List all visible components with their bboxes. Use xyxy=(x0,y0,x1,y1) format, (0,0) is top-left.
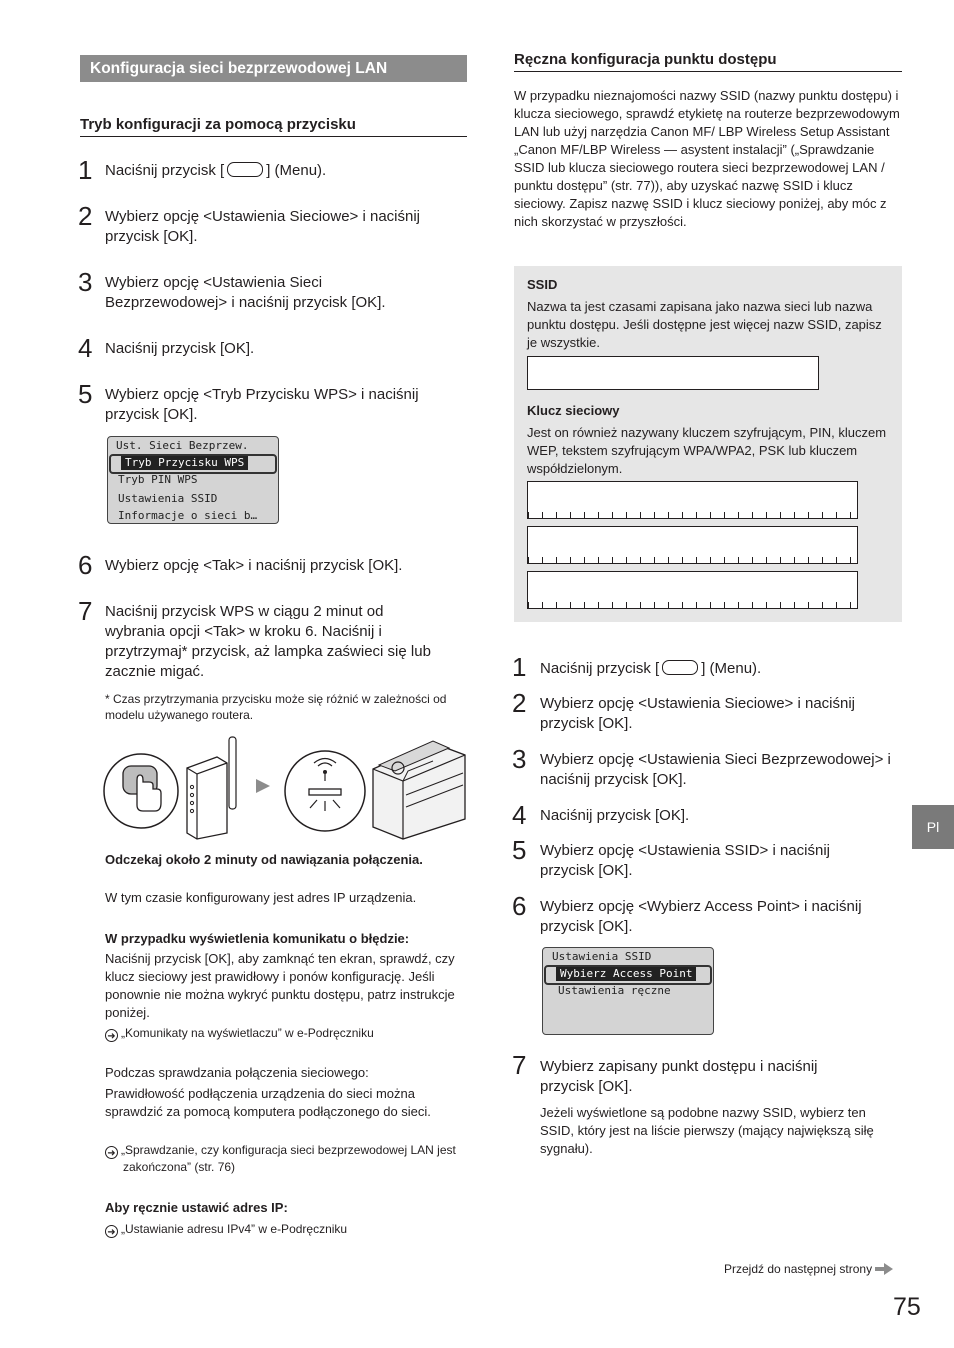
step-text: Wybierz zapisany punkt dostępu i naciśnij przycisk [OK]. xyxy=(540,1058,818,1095)
check-text: Prawidłowość podłączenia urządzenia do sieci można sprawdzić za pomocą komputera podłączonego do sieci. xyxy=(105,1086,431,1119)
ip-ref[interactable]: ➜ „Ustawianie adresu IPv4” w e-Podręczniku xyxy=(105,1221,465,1238)
step-number: 4 xyxy=(78,333,93,363)
lcd-title: Ust. Sieci Bezprzew. xyxy=(116,439,249,452)
error-ref[interactable]: ➜ „Komunikaty na wyświetlaczu” w e-Podręczniku xyxy=(105,1025,465,1042)
lcd-screen xyxy=(107,436,279,524)
hand-press-icon xyxy=(104,754,178,828)
ssid-text: Nazwa ta jest czasami zapisana jako nazwa sieci lub nazwa punktu dostępu. Jeśli dostępne jest więcej nazw SSID, zapisz je wszystkie. xyxy=(527,299,882,350)
step-text: Wybierz opcję <Tryb Przycisku WPS> i naciśnij przycisk [OK]. xyxy=(105,386,419,423)
step-number: 1 xyxy=(512,652,527,682)
next-page-link[interactable]: Przejdź do następnej strony xyxy=(724,1261,893,1277)
lcd-item: Informacje o sieci b… xyxy=(118,509,258,522)
step-number: 1 xyxy=(78,155,93,185)
reference-arrow-icon: ➜ xyxy=(105,1225,118,1238)
intro-text: W przypadku nieznajomości nazwy SSID (nazwy punktu dostępu) i klucza sieciowego, sprawdź etykietę na routerze bezprzewodowym LAN lub użyj narzędzia Canon MF/ LBP Wireless Setup Assistant „Canon MF/LBP Wireless — asystent instalacji” („Sprawdzanie SSID lub klucza sieciowego routera sieci bezprzewodowej LAN / punktu dostępu” (str. 77)), aby uzyskać nazwę SSID i klucz sieciowy. Zapisz nazwę SSID i klucz sieciowy poniżej, aby móc z nich skorzystać w przyszłości. xyxy=(514,88,900,229)
step-number: 3 xyxy=(512,744,527,774)
step-number: 6 xyxy=(512,891,527,921)
step-text: Naciśnij przycisk [OK]. xyxy=(105,340,255,357)
lcd-item: Tryb PIN WPS xyxy=(118,474,198,486)
step-note: Jeżeli wyświetlone są podobne nazwy SSID, wybierz ten SSID, który jest na liście pierwszy (mający największą siłę sygnału). xyxy=(540,1105,874,1156)
language-tab: Pl xyxy=(912,805,954,849)
step-number: 2 xyxy=(512,688,527,718)
check-heading: Podczas sprawdzania połączenia sieciowego: xyxy=(105,1065,369,1080)
next-arrow-icon xyxy=(875,1263,893,1275)
step-text: Wybierz opcję <Ustawienia Sieci Bezprzewodowej> i naciśnij przycisk [OK]. xyxy=(540,751,891,788)
lcd-selected-item: Tryb Przycisku WPS xyxy=(109,454,277,474)
key-text: Jest on również nazywany kluczem szyfrującym, PIN, kluczem WEP, tekstem szyfrującym WPA/WPA2, PSK lub kluczem współdzielonym. xyxy=(527,425,887,476)
section-banner: Konfiguracja sieci bezprzewodowej LAN xyxy=(80,55,467,82)
page-number: 75 xyxy=(893,1293,921,1321)
step-text: Wybierz opcję <Ustawienia Sieciowe> i naciśnij przycisk [OK]. xyxy=(105,208,421,245)
reference-arrow-icon: ➜ xyxy=(105,1146,118,1159)
step-number: 2 xyxy=(78,201,93,231)
wait-heading: Odczekaj około 2 minuty od nawiązania połączenia. xyxy=(105,852,423,867)
step-number: 6 xyxy=(78,550,93,580)
step-number: 5 xyxy=(512,835,527,865)
lcd-screen xyxy=(542,947,714,1035)
lcd-title: Ustawienia SSID xyxy=(552,950,652,963)
wps-illustration xyxy=(103,735,467,841)
lcd-item: Ustawienia SSID xyxy=(118,492,218,505)
step-number: 7 xyxy=(78,596,93,626)
lcd-item: Ustawienia ręczne xyxy=(558,985,671,997)
wifi-lamp-icon xyxy=(285,751,365,831)
step-text: Wybierz opcję <Ustawienia Sieci Bezprzewodowej> i naciśnij przycisk [OK]. xyxy=(105,274,386,311)
ssid-heading: SSID xyxy=(527,277,558,292)
step-number: 7 xyxy=(512,1050,527,1080)
router-icon xyxy=(187,737,236,839)
left-subheading: Tryb konfiguracji za pomocą przycisku xyxy=(80,116,467,137)
menu-key-icon xyxy=(662,660,698,675)
key-heading: Klucz sieciowy xyxy=(527,403,620,418)
step-text: Wybierz opcję <Ustawienia SSID> i naciśnij przycisk [OK]. xyxy=(540,842,830,879)
check-ref[interactable]: ➜ „Sprawdzanie, czy konfiguracja sieci bezprzewodowej LAN jest zakończona” (str. 76) xyxy=(105,1142,465,1175)
error-heading: W przypadku wyświetlenia komunikatu o błędzie: xyxy=(105,931,410,946)
step-text: Wybierz opcję <Wybierz Access Point> i naciśnij przycisk [OK]. xyxy=(540,898,862,935)
step-text: Naciśnij przycisk [ ] (Menu). xyxy=(105,162,327,179)
step-text: Naciśnij przycisk [OK]. xyxy=(540,807,690,824)
step-number: 3 xyxy=(78,267,93,297)
key-write-field[interactable] xyxy=(527,481,858,519)
reference-arrow-icon: ➜ xyxy=(105,1029,118,1042)
key-write-field[interactable] xyxy=(527,526,858,564)
step-text: Wybierz opcję <Tak> i naciśnij przycisk [OK]. xyxy=(105,557,403,574)
footnote: * Czas przytrzymania przycisku może się różnić w zależności od modelu używanego routera. xyxy=(105,692,447,722)
step-text: Naciśnij przycisk [ ] (Menu). xyxy=(540,660,762,677)
ip-heading: Aby ręcznie ustawić adres IP: xyxy=(105,1200,288,1215)
step-number: 5 xyxy=(78,379,93,409)
wait-text: W tym czasie konfigurowany jest adres IP urządzenia. xyxy=(105,890,417,905)
menu-key-icon xyxy=(227,162,263,177)
ssid-write-field[interactable] xyxy=(527,356,819,390)
arrow-right-icon xyxy=(256,779,270,793)
printer-icon xyxy=(373,741,465,839)
error-text: Naciśnij przycisk [OK], aby zamknąć ten ekran, sprawdź, czy klucz sieciowy jest prawidłowy i ponów konfigurację. Jeśli ponownie nie można wykryć punktu dostępu, patrz instrukcje poniżej. xyxy=(105,951,455,1020)
lcd-selected-item: Wybierz Access Point xyxy=(544,965,712,985)
step-number: 4 xyxy=(512,800,527,830)
step-text: Wybierz opcję <Ustawienia Sieciowe> i naciśnij przycisk [OK]. xyxy=(540,695,856,732)
step-text: Naciśnij przycisk WPS w ciągu 2 minut od wybrania opcji <Tak> w kroku 6. Naciśnij i przytrzymaj* przycisk, aż lampka zaświeci się lub zacznie migać. xyxy=(105,603,431,680)
right-subheading: Ręczna konfiguracja punktu dostępu xyxy=(514,51,902,72)
key-write-field[interactable] xyxy=(527,571,858,609)
